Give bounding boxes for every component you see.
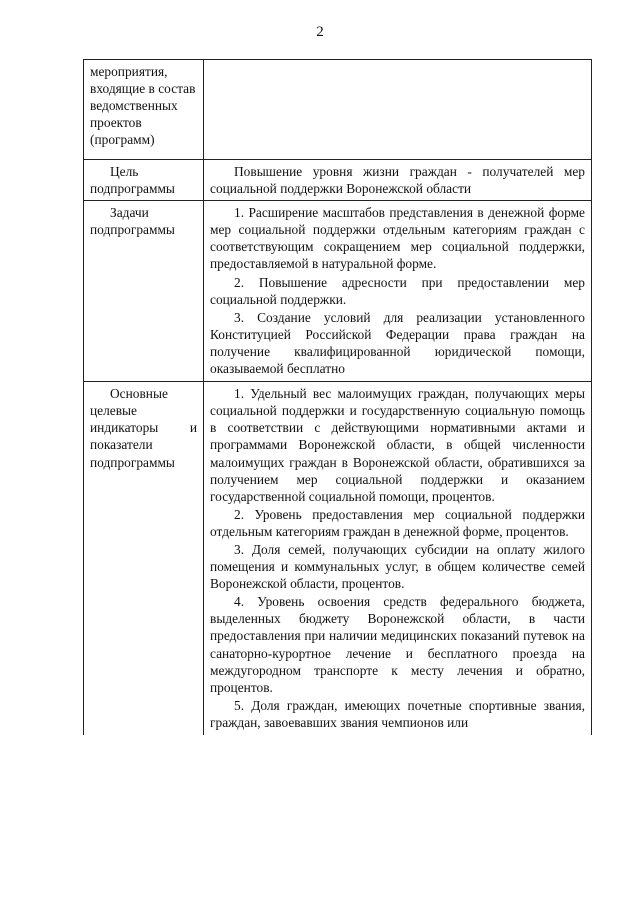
table-row bbox=[84, 201, 592, 382]
indicator-item: 3. Доля семей, получающих субсидии на оплату жилого помещения и коммунальных услуг, в общем количестве семей Воронежской области, процентов. bbox=[210, 541, 585, 592]
row-label-goal: Цель подпрограммы bbox=[84, 160, 204, 201]
indicator-item: 5. Доля граждан, имеющих почетные спортивные звания, граждан, завоевавших звания чемпионов или bbox=[210, 697, 585, 730]
indicator-item: 2. Уровень предоставления мер социальной поддержки отдельным категориям граждан в денежной форме, процентов. bbox=[210, 506, 585, 539]
table-row bbox=[84, 382, 592, 735]
row-content-goal: Повышение уровня жизни граждан - получателей мер социальной поддержки Воронежской области bbox=[204, 160, 592, 201]
row-label-measures: мероприятия, входящие в состав ведомственных проектов (программ) bbox=[84, 60, 204, 160]
indicator-item: 1. Удельный вес малоимущих граждан, получающих меры социальной поддержки и государственную социальную помощь в соответствии с действующими нормативными актами и программами Воронежской области, в общей численности малоимущих граждан в Воронежской области, обратившихся за получением мер социальной поддержки и оказанием государственной социальной помощи, процентов. bbox=[210, 386, 585, 504]
passport-table bbox=[83, 59, 592, 735]
task-item: 2. Повышение адресности при предоставлении мер социальной поддержки. bbox=[210, 274, 585, 307]
table-row bbox=[84, 160, 592, 201]
indicator-item: 4. Уровень освоения средств федерального бюджета, выделенных бюджету Воронежской области, в части предоставления при наличии медицинских показаний путевок на санаторно-курортное лечение и бесплатного проезда на междугородном транспорте к месту лечения и обратно, процентов. bbox=[210, 594, 585, 695]
row-label-tasks: Задачи подпрограммы bbox=[84, 201, 204, 382]
page-number: 2 bbox=[316, 24, 324, 40]
task-item: 1. Расширение масштабов представления в денежной форме мер социальной поддержки отдельным категориям граждан с соответствующим сокращением мер социальной поддержки, предоставляемой в натуральной форме. bbox=[210, 205, 585, 272]
table-row bbox=[84, 60, 592, 160]
row-content-indicators bbox=[204, 382, 592, 735]
row-label-indicators: Основные целевые индикаторы и показатели подпрограммы bbox=[84, 382, 204, 735]
row-content-measures bbox=[204, 60, 592, 160]
row-content-tasks bbox=[204, 201, 592, 382]
task-item: 3. Создание условий для реализации установленного Конституцией Российской Федерации права граждан на получение квалифицированной юридической помощи, оказываемой бесплатно bbox=[210, 309, 585, 377]
